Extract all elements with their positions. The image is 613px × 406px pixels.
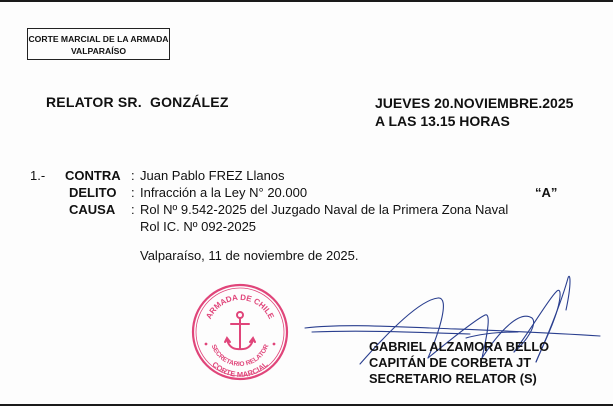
- hearing-date: JUEVES 20.NOVIEMBRE.2025: [375, 95, 574, 111]
- colon-contra: :: [131, 168, 135, 183]
- colon-causa: :: [131, 202, 135, 217]
- relator-heading: RELATOR SR. GONZÁLEZ: [46, 94, 229, 110]
- hearing-time: A LAS 13.15 HORAS: [375, 113, 510, 129]
- value-causa-line2: Rol IC. Nº 092-2025: [140, 219, 257, 234]
- anchor-icon: [225, 312, 255, 349]
- seal-bottom-text-2: CORTE MARCIAL: [210, 359, 270, 380]
- signatory-role: SECRETARIO RELATOR (S): [369, 371, 537, 386]
- value-delito: Infracción a la Ley N° 20.000: [140, 185, 308, 200]
- svg-text:ARMADA DE CHILE: [204, 293, 276, 321]
- court-name: CORTE MARCIAL DE LA ARMADA: [28, 34, 169, 44]
- case-category-tag: “A”: [535, 185, 558, 200]
- signatory-name: GABRIEL ALZAMORA BELLO: [369, 339, 550, 354]
- court-header-box: [27, 28, 170, 60]
- seal-top-text: ARMADA DE CHILE: [204, 292, 276, 321]
- official-seal: [190, 282, 290, 382]
- colon-delito: :: [131, 185, 135, 200]
- label-causa: CAUSA: [69, 202, 116, 217]
- case-number: 1.-: [30, 168, 46, 183]
- label-delito: DELITO: [69, 185, 117, 200]
- place-and-date: Valparaíso, 11 de noviembre de 2025.: [140, 248, 359, 263]
- hearing-datetime: [375, 94, 573, 130]
- signatory-rank: CAPITÁN DE CORBETA JT: [369, 355, 532, 370]
- value-contra: Juan Pablo FREZ Llanos: [140, 168, 285, 183]
- value-causa-line1: Rol Nº 9.542-2025 del Juzgado Naval de la Primera Zona Naval: [140, 202, 509, 217]
- seal-bottom-text-1: SECRETARIO RELATOR: [209, 343, 271, 369]
- label-contra: CONTRA: [65, 168, 121, 183]
- court-city: VALPARAÍSO: [70, 46, 127, 56]
- signatory-block: [369, 339, 549, 387]
